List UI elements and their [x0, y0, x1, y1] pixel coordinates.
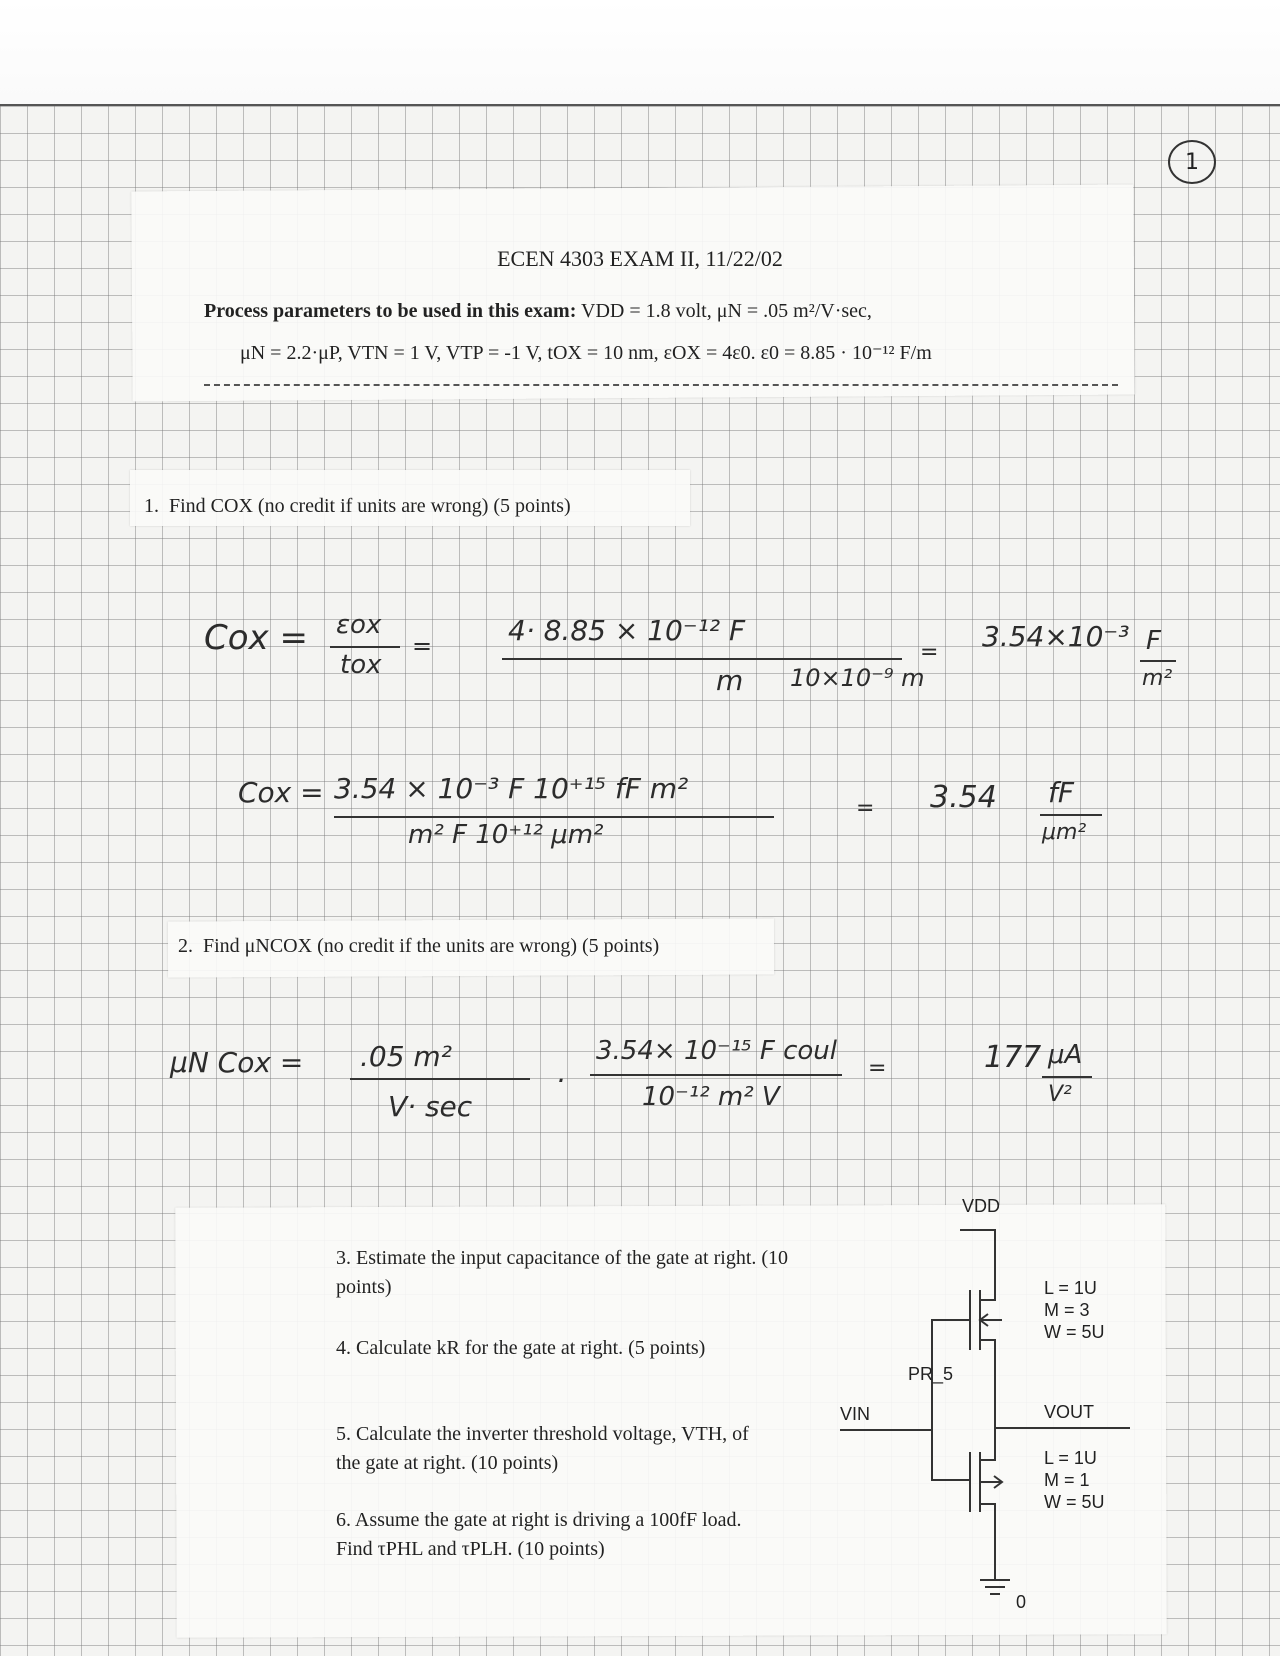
- vin-label: VIN: [840, 1404, 871, 1424]
- q1-numerator: 4· 8.85 × 10⁻¹² F: [508, 614, 746, 647]
- pmos-body-arrow: [980, 1314, 1002, 1326]
- uncox-unit-denominator: V²: [1048, 1082, 1072, 1107]
- instance-label: PR_5: [908, 1364, 954, 1384]
- equals-3: =: [856, 796, 875, 821]
- q1-fraction-bar: [502, 658, 902, 660]
- uncox-result: 177: [984, 1040, 1042, 1075]
- ground-symbol: [980, 1580, 1010, 1594]
- question-text: Estimate the input capacitance of the gate at right. (10 points): [336, 1247, 789, 1298]
- question-text: Find μNCOX (no credit if the units are wrong) (5 points): [203, 935, 660, 957]
- exam-title: ECEN 4303 EXAM II, 11/22/02: [497, 246, 783, 271]
- uncox-unit-numerator: μA: [1048, 1040, 1083, 1070]
- vdd-wire: [960, 1230, 995, 1300]
- cox-unit-bar: [1140, 660, 1176, 662]
- q1-denominator-tox: 10×10⁻⁹ m: [790, 664, 925, 692]
- cox-conversion-denominator: m² F 10⁺¹² μm²: [408, 820, 604, 850]
- pmos-length: L = 1U: [1044, 1278, 1097, 1298]
- cox-value-numerator: 3.54× 10⁻¹⁵ F coul: [596, 1036, 837, 1066]
- question-3: [336, 1244, 806, 1302]
- question-1: [144, 492, 571, 521]
- cox-ff-result: 3.54: [930, 780, 997, 815]
- nmos-body-arrow: [980, 1476, 1002, 1488]
- question-number: 5.: [336, 1423, 351, 1445]
- cox-conversion-numerator: 3.54 × 10⁻³ F 10⁺¹⁵ fF m²: [334, 772, 689, 805]
- params-label: Process parameters to be used in this exam:: [204, 300, 577, 322]
- uncox-label: μN Cox =: [170, 1046, 304, 1079]
- tox-denominator: tox: [340, 650, 382, 680]
- question-text: Calculate kR for the gate at right. (5 points): [356, 1337, 706, 1359]
- question-text: Calculate the inverter threshold voltage, VTH, of the gate at right. (10 points): [336, 1423, 749, 1474]
- pmos-drain: [980, 1340, 995, 1410]
- question-text: Assume the gate at right is driving a 100fF load. Find τPHL and τPLH. (10 points): [336, 1509, 742, 1560]
- equals-2: =: [920, 640, 939, 665]
- pmos-width: W = 5U: [1044, 1322, 1105, 1342]
- process-parameters-line-2: μN = 2.2·μP, VTN = 1 V, VTP = -1 V, tOX = 10 nm, εOX = 4ε0. ε0 = 8.85 · 10⁻¹² F/m: [240, 342, 932, 364]
- process-parameters-line-1: [204, 300, 872, 323]
- params-values-1: VDD = 1.8 volt, μN = .05 m²/V·sec,: [576, 300, 872, 322]
- uncox-unit-bar: [1042, 1076, 1092, 1078]
- mobility-denominator: V· sec: [388, 1090, 473, 1123]
- top-margin: [0, 0, 1280, 106]
- cox-value-fraction-bar: [590, 1074, 842, 1076]
- question-number: 6.: [336, 1509, 351, 1531]
- ground-label: 0: [1016, 1592, 1027, 1612]
- page-number: 1: [1168, 140, 1216, 184]
- dashed-divider: [204, 384, 1118, 386]
- nmos-width: W = 5U: [1044, 1492, 1105, 1512]
- question-number: 1.: [144, 495, 159, 517]
- nmos-length: L = 1U: [1044, 1448, 1097, 1468]
- question-number: 3.: [336, 1247, 351, 1269]
- q1-denominator-m: m: [716, 664, 744, 697]
- cox-result: 3.54×10⁻³: [982, 620, 1130, 653]
- cox-ff-unit-bar: [1040, 814, 1102, 816]
- inverter-schematic: [830, 1190, 1150, 1630]
- nmos-multiplier: M = 1: [1044, 1470, 1090, 1490]
- cox-ff-unit-denominator: μm²: [1042, 820, 1087, 845]
- multiply-dot: ·: [556, 1064, 565, 1097]
- question-number: 4.: [336, 1337, 351, 1359]
- vdd-label: VDD: [962, 1196, 1001, 1216]
- cox-label-2: Cox =: [238, 776, 324, 809]
- question-2: [178, 932, 659, 961]
- cox-value-denominator: 10⁻¹² m² V: [642, 1082, 780, 1112]
- cox-unit-denominator: m²: [1142, 666, 1173, 691]
- nmos-source: [980, 1504, 995, 1580]
- mobility-fraction-bar: [350, 1078, 530, 1080]
- equals-4: =: [868, 1056, 887, 1081]
- vout-label: VOUT: [1044, 1402, 1095, 1422]
- question-text: Find COX (no credit if units are wrong) (5 points): [169, 495, 571, 517]
- question-6: [336, 1506, 756, 1564]
- nmos-drain: [980, 1450, 995, 1460]
- cox-unit-numerator: F: [1146, 626, 1161, 656]
- question-number: 2.: [178, 935, 193, 957]
- equals-1: =: [412, 632, 433, 660]
- cox-conversion-bar: [334, 816, 774, 818]
- eox-numerator: εox: [336, 610, 382, 640]
- eox-fraction-bar: [330, 646, 400, 648]
- pmos-multiplier: M = 3: [1044, 1300, 1090, 1320]
- mobility-numerator: .05 m²: [360, 1040, 452, 1073]
- cox-label-1: Cox =: [204, 618, 308, 658]
- cox-ff-unit-numerator: fF: [1048, 776, 1074, 809]
- header-strip: [131, 185, 1134, 402]
- question-5: [336, 1420, 776, 1478]
- gate-wire: [840, 1320, 970, 1480]
- question-4: [336, 1334, 736, 1363]
